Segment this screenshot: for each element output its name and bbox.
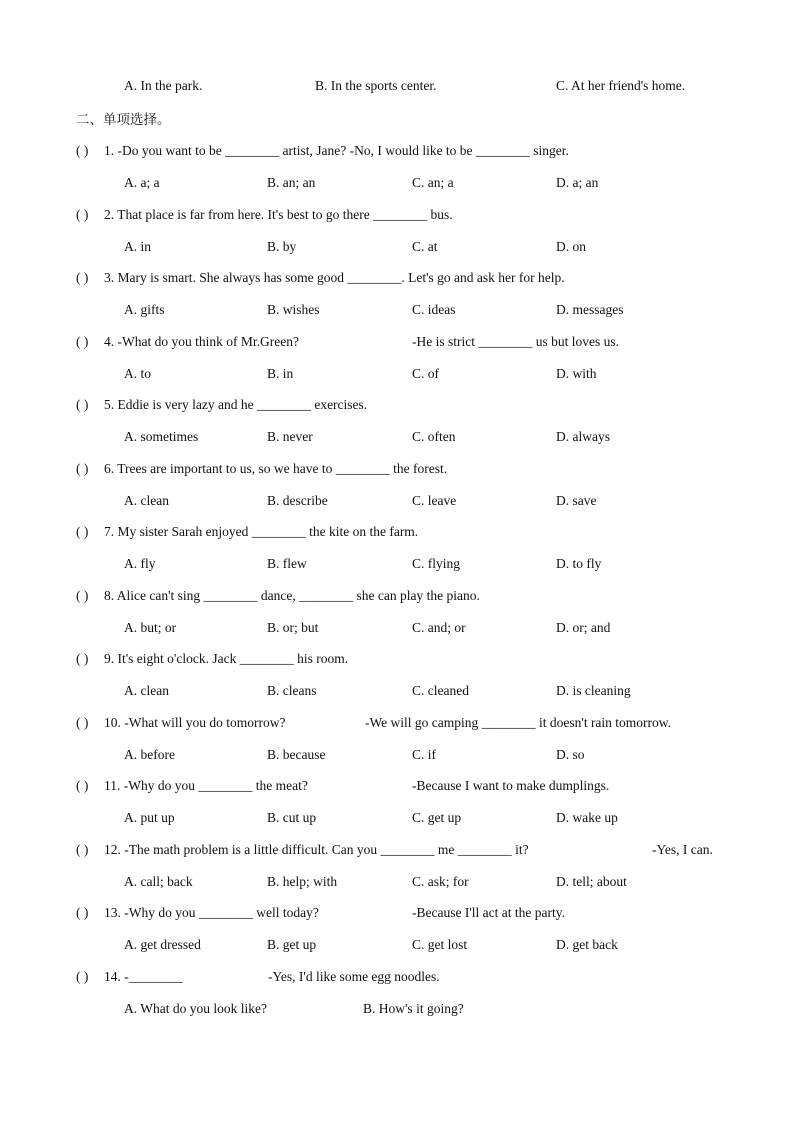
option-d[interactable]: D. always bbox=[556, 429, 610, 444]
question-options bbox=[0, 620, 794, 640]
question-options bbox=[0, 239, 794, 259]
option-d[interactable]: D. or; and bbox=[556, 620, 611, 635]
option-b[interactable]: B. or; but bbox=[267, 620, 319, 635]
question-options bbox=[0, 493, 794, 513]
option-c[interactable]: C. leave bbox=[412, 493, 457, 508]
option-c[interactable]: C. if bbox=[412, 747, 437, 762]
option-c[interactable]: C. ideas bbox=[412, 302, 456, 317]
option-d[interactable]: D. to fly bbox=[556, 556, 602, 571]
option-d[interactable]: D. messages bbox=[556, 302, 624, 317]
option-b[interactable]: B. an; an bbox=[267, 175, 316, 190]
question-stem: 2. That place is far from here. It's best to go there ________ bus. bbox=[104, 207, 453, 222]
answer-blank[interactable]: ( ) bbox=[76, 334, 89, 349]
question-stem: 12. -The math problem is a little difficult. Can you ________ me ________ it? bbox=[104, 842, 529, 857]
option-a[interactable]: A. clean bbox=[124, 683, 169, 698]
option-b[interactable]: B. because bbox=[267, 747, 326, 762]
option-b[interactable]: B. get up bbox=[267, 937, 317, 952]
option-c[interactable]: C. get lost bbox=[412, 937, 468, 952]
section-title: 二、单项选择。 bbox=[76, 112, 171, 128]
option-b[interactable]: B. describe bbox=[267, 493, 328, 508]
question-row bbox=[0, 778, 794, 798]
option-a[interactable]: A. get dressed bbox=[124, 937, 201, 952]
question-response: -Yes, I can. bbox=[652, 842, 713, 857]
question-options bbox=[0, 556, 794, 576]
option-b[interactable]: B. help; with bbox=[267, 874, 338, 889]
option-b[interactable]: B. cleans bbox=[267, 683, 317, 698]
answer-blank[interactable]: ( ) bbox=[76, 588, 89, 603]
option-c[interactable]: C. get up bbox=[412, 810, 462, 825]
question-options bbox=[0, 1001, 794, 1021]
question-stem: 14. -________ bbox=[104, 969, 183, 984]
answer-blank[interactable]: ( ) bbox=[76, 651, 89, 666]
question-row bbox=[0, 207, 794, 227]
answer-blank[interactable]: ( ) bbox=[76, 905, 89, 920]
option-b[interactable]: B. wishes bbox=[267, 302, 320, 317]
question-options bbox=[0, 429, 794, 449]
question-stem: 10. -What will you do tomorrow? bbox=[104, 715, 286, 730]
answer-blank[interactable]: ( ) bbox=[76, 143, 89, 158]
option-a[interactable]: A. a; a bbox=[124, 175, 160, 190]
question-stem: 3. Mary is smart. She always has some good ________. Let's go and ask her for help. bbox=[104, 270, 565, 285]
option-b[interactable]: B. in bbox=[267, 366, 294, 381]
answer-blank[interactable]: ( ) bbox=[76, 207, 89, 222]
previous-question-options bbox=[0, 78, 794, 98]
option-c[interactable]: C. an; a bbox=[412, 175, 454, 190]
question-options bbox=[0, 366, 794, 386]
question-response: -He is strict ________ us but loves us. bbox=[412, 334, 619, 349]
question-stem: 4. -What do you think of Mr.Green? bbox=[104, 334, 299, 349]
question-stem: 6. Trees are important to us, so we have to ________ the forest. bbox=[104, 461, 448, 476]
option-a[interactable]: A. in bbox=[124, 239, 151, 254]
question-row bbox=[0, 715, 794, 735]
option-a[interactable]: A. to bbox=[124, 366, 151, 381]
question-response: -Yes, I'd like some egg noodles. bbox=[268, 969, 440, 984]
option-d[interactable]: D. wake up bbox=[556, 810, 618, 825]
option-a[interactable]: A. but; or bbox=[124, 620, 177, 635]
question-response: -Because I want to make dumplings. bbox=[412, 778, 610, 793]
question-row bbox=[0, 651, 794, 671]
question-stem: 1. -Do you want to be ________ artist, Jane? -No, I would like to be ________ singer. bbox=[104, 143, 569, 158]
question-options bbox=[0, 175, 794, 195]
question-options bbox=[0, 747, 794, 767]
question-response: -Because I'll act at the party. bbox=[412, 905, 565, 920]
answer-blank[interactable]: ( ) bbox=[76, 778, 89, 793]
option-c: C. At her friend's home. bbox=[556, 78, 686, 93]
option-c[interactable]: C. ask; for bbox=[412, 874, 469, 889]
option-d[interactable]: D. tell; about bbox=[556, 874, 627, 889]
question-row bbox=[0, 842, 794, 862]
option-b[interactable]: B. never bbox=[267, 429, 313, 444]
option-d[interactable]: D. a; an bbox=[556, 175, 599, 190]
option-d[interactable]: D. is cleaning bbox=[556, 683, 631, 698]
option-a[interactable]: A. fly bbox=[124, 556, 156, 571]
option-c[interactable]: C. of bbox=[412, 366, 439, 381]
option-a[interactable]: A. clean bbox=[124, 493, 169, 508]
question-options bbox=[0, 302, 794, 322]
question-stem: 5. Eddie is very lazy and he ________ exercises. bbox=[104, 397, 368, 412]
answer-blank[interactable]: ( ) bbox=[76, 842, 89, 857]
option-d[interactable]: D. on bbox=[556, 239, 586, 254]
answer-blank[interactable]: ( ) bbox=[76, 270, 89, 285]
question-options bbox=[0, 810, 794, 830]
option-d[interactable]: D. get back bbox=[556, 937, 618, 952]
question-row bbox=[0, 270, 794, 290]
option-a[interactable]: A. What do you look like? bbox=[124, 1001, 267, 1016]
option-a[interactable]: A. before bbox=[124, 747, 175, 762]
option-d[interactable]: D. with bbox=[556, 366, 597, 381]
question-stem: 7. My sister Sarah enjoyed ________ the kite on the farm. bbox=[104, 524, 419, 539]
option-c[interactable]: C. flying bbox=[412, 556, 461, 571]
option-b[interactable]: B. cut up bbox=[267, 810, 317, 825]
question-row bbox=[0, 334, 794, 354]
question-options bbox=[0, 874, 794, 894]
question-row bbox=[0, 969, 794, 989]
question-stem: 9. It's eight o'clock. Jack ________ his room. bbox=[104, 651, 349, 666]
answer-blank[interactable]: ( ) bbox=[76, 461, 89, 476]
option-d[interactable]: D. so bbox=[556, 747, 585, 762]
question-row bbox=[0, 905, 794, 925]
answer-blank[interactable]: ( ) bbox=[76, 969, 89, 984]
option-c[interactable]: C. at bbox=[412, 239, 438, 254]
question-options bbox=[0, 683, 794, 703]
question-row bbox=[0, 461, 794, 481]
option-a[interactable]: A. put up bbox=[124, 810, 175, 825]
option-c[interactable]: C. often bbox=[412, 429, 456, 444]
question-stem: 8. Alice can't sing ________ dance, ________ she can play the piano. bbox=[104, 588, 480, 603]
answer-blank[interactable]: ( ) bbox=[76, 524, 89, 539]
question-options bbox=[0, 937, 794, 957]
answer-blank[interactable]: ( ) bbox=[76, 715, 89, 730]
option-a[interactable]: A. sometimes bbox=[124, 429, 199, 444]
question-stem: 11. -Why do you ________ the meat? bbox=[104, 778, 308, 793]
question-stem: 13. -Why do you ________ well today? bbox=[104, 905, 319, 920]
option-d[interactable]: D. save bbox=[556, 493, 597, 508]
question-row bbox=[0, 588, 794, 608]
option-b[interactable]: B. How's it going? bbox=[363, 1001, 464, 1016]
option-a: A. In the park. bbox=[124, 78, 203, 93]
option-a[interactable]: A. gifts bbox=[124, 302, 165, 317]
question-row bbox=[0, 524, 794, 544]
option-c[interactable]: C. and; or bbox=[412, 620, 466, 635]
option-b[interactable]: B. by bbox=[267, 239, 297, 254]
answer-blank[interactable]: ( ) bbox=[76, 397, 89, 412]
option-a[interactable]: A. call; back bbox=[124, 874, 193, 889]
option-b[interactable]: B. flew bbox=[267, 556, 307, 571]
option-b: B. In the sports center. bbox=[315, 78, 437, 93]
question-row bbox=[0, 143, 794, 163]
option-c[interactable]: C. cleaned bbox=[412, 683, 469, 698]
question-response: -We will go camping ________ it doesn't rain tomorrow. bbox=[365, 715, 672, 730]
question-row bbox=[0, 397, 794, 417]
